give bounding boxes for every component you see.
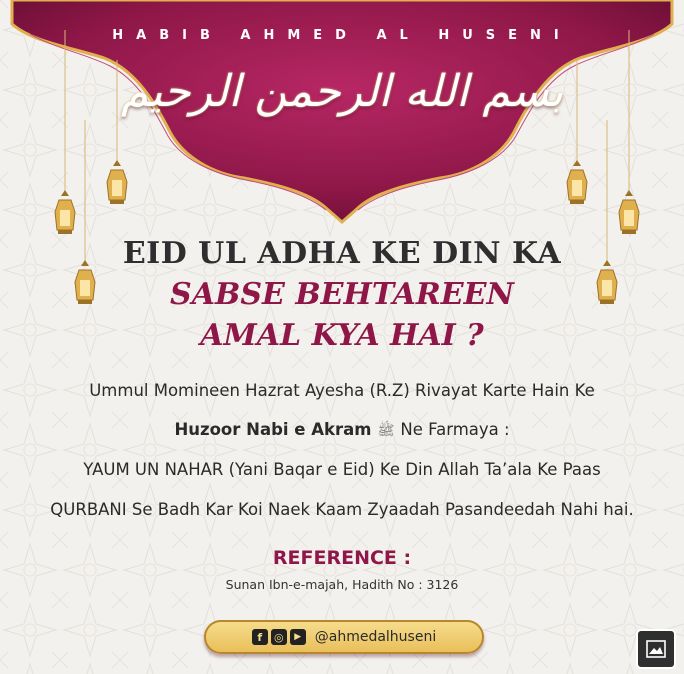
body-line-3: YAUM UN NAHAR (Yani Baqar e Eid) Ke Din Allah Ta’ala Ke Paas <box>83 460 601 479</box>
reference-text: Sunan Ibn-e-majah, Hadith No : 3126 <box>225 577 459 592</box>
prophet-name: Huzoor Nabi e Akram <box>174 420 372 439</box>
title-line-2: SABSE BEHTAREEN <box>170 277 514 312</box>
basmala-calligraphy: بسم الله الرحمن الرحيم <box>120 66 564 117</box>
social-handle: @ahmedalhuseni <box>314 629 437 645</box>
facebook-icon: f <box>252 629 268 645</box>
title-line-1: EID UL ADHA KE DIN KA <box>122 236 562 271</box>
image-view-button[interactable] <box>636 629 676 669</box>
brand-name: HABIB AHMED AL HUSENI <box>112 28 572 43</box>
youtube-icon: ▶ <box>290 629 306 645</box>
title-line-3: AMAL KYA HAI ? <box>200 318 484 353</box>
body-line-2-rest: Ne Farmaya : <box>400 420 510 439</box>
body-line-2 <box>0 420 684 442</box>
image-icon <box>645 638 667 660</box>
reference-title: REFERENCE : <box>272 547 412 569</box>
instagram-icon: ◎ <box>271 629 287 645</box>
lantern-icon <box>564 60 590 210</box>
lantern-icon <box>104 60 130 210</box>
pbuh-symbol: ﷺ <box>377 423 395 439</box>
social-handle-badge <box>204 620 484 654</box>
body-line-4: QURBANI Se Badh Kar Koi Naek Kaam Zyaadah Pasandeedah Nahi hai. <box>50 500 634 519</box>
body-line-1: Ummul Momineen Hazrat Ayesha (R.Z) Rivayat Karte Hain Ke <box>89 381 595 400</box>
